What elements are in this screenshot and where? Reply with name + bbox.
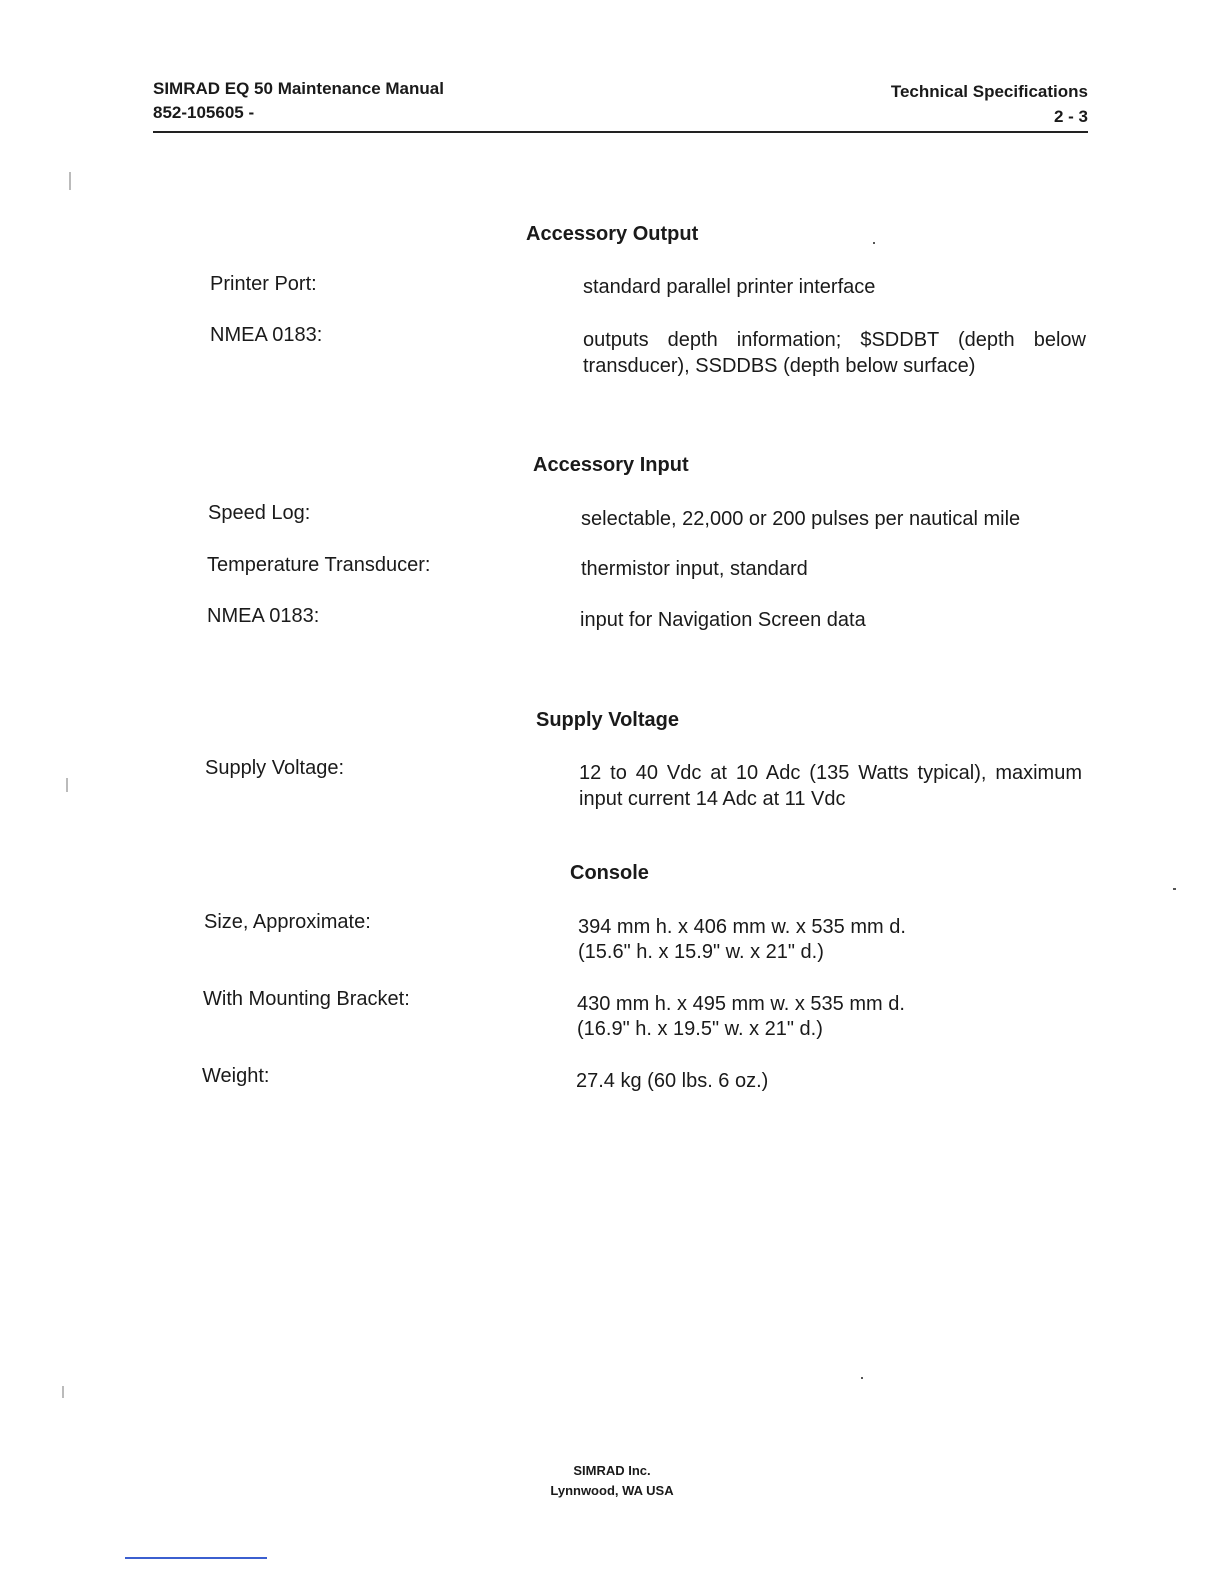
label-speed-log: Speed Log:: [208, 502, 311, 524]
value-nmea-output: outputs depth information; $SDDBT (depth below transducer), SSDDBS (depth below surface): [583, 329, 1086, 377]
part-number: 852-105605 -: [153, 103, 255, 122]
scan-artifact-line: [125, 1557, 267, 1559]
value-temperature-transducer: thermistor input, standard: [581, 558, 808, 580]
scan-dot: [873, 242, 875, 244]
value-bracket-metric: 430 mm h. x 495 mm w. x 535 mm d.: [577, 993, 905, 1015]
value-supply-voltage: 12 to 40 Vdc at 10 Adc (135 Watts typical), maximum input current 14 Adc at 11 Vdc: [579, 762, 1082, 810]
scan-mark: [69, 172, 71, 190]
label-nmea-output: NMEA 0183:: [210, 324, 323, 346]
manual-title: SIMRAD EQ 50 Maintenance Manual: [153, 79, 444, 98]
value-weight: 27.4 kg (60 lbs. 6 oz.): [576, 1070, 769, 1092]
label-printer-port: Printer Port:: [210, 273, 317, 295]
heading-console: Console: [570, 862, 649, 884]
header-divider: [153, 131, 1088, 133]
page-number: 2 - 3: [1053, 107, 1088, 126]
value-bracket-imperial: (16.9" h. x 19.5" w. x 21" d.): [577, 1018, 823, 1040]
scan-dot: [861, 1377, 863, 1379]
footer-location: Lynnwood, WA USA: [550, 1483, 674, 1498]
section-title: Technical Specifications: [890, 82, 1088, 101]
value-printer-port: standard parallel printer interface: [583, 276, 876, 298]
heading-accessory-output: Accessory Output: [526, 223, 699, 245]
heading-supply-voltage: Supply Voltage: [536, 709, 679, 731]
heading-accessory-input: Accessory Input: [533, 454, 689, 476]
label-weight: Weight:: [202, 1065, 270, 1087]
value-speed-log: selectable, 22,000 or 200 pulses per nautical mile: [581, 508, 1021, 530]
footer-company: SIMRAD Inc.: [573, 1463, 651, 1478]
scan-mark: [66, 778, 68, 792]
label-size: Size, Approximate:: [204, 911, 371, 933]
scan-dot: [1173, 888, 1176, 890]
label-nmea-input: NMEA 0183:: [207, 605, 320, 627]
value-size-imperial: (15.6" h. x 15.9" w. x 21" d.): [578, 941, 824, 963]
label-supply-voltage: Supply Voltage:: [205, 757, 344, 779]
value-size-metric: 394 mm h. x 406 mm w. x 535 mm d.: [578, 916, 906, 938]
label-temperature-transducer: Temperature Transducer:: [207, 554, 431, 576]
value-nmea-input: input for Navigation Screen data: [580, 609, 866, 631]
scan-mark: [62, 1386, 64, 1398]
label-mounting-bracket: With Mounting Bracket:: [203, 988, 410, 1010]
